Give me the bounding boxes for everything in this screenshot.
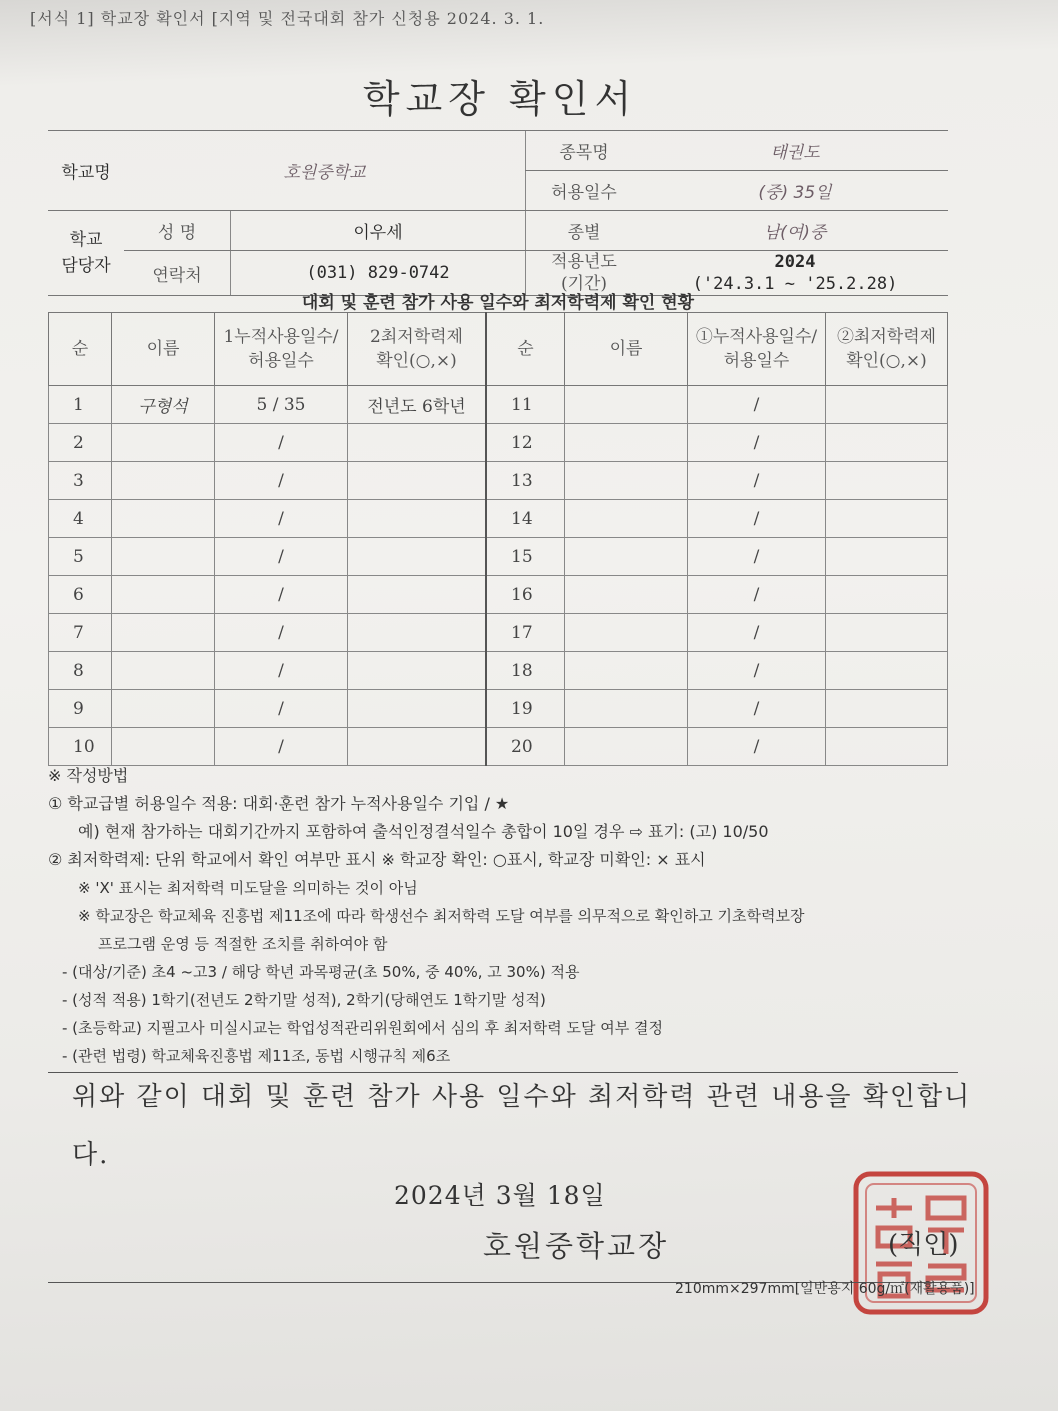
school-value: 호원중학교	[124, 131, 526, 211]
row-name	[112, 538, 215, 576]
table-row	[49, 576, 948, 614]
info-table	[48, 130, 948, 296]
row-name-2	[565, 386, 688, 424]
note-4: ※ 학교장은 학교체육 진흥법 제11조에 따라 학생선수 최저학력 도달 여부를 의무적으로 확인하고 기초학력보장	[78, 907, 805, 925]
row-grade-2	[826, 462, 948, 500]
row-days: /	[215, 614, 348, 652]
name-value: 이우세	[231, 211, 526, 251]
row-grade-2	[826, 652, 948, 690]
note-4-cont: 프로그램 운영 등 적절한 조치를 취하여야 함	[98, 935, 388, 953]
row-days: 5 / 35	[215, 386, 348, 424]
year-label: 적용년도	[551, 252, 617, 272]
issue-date: 2024년 3월 18일	[394, 1181, 606, 1210]
header-days-2: ①누적사용일수/ 허용일수	[688, 313, 826, 386]
row-grade-2	[826, 538, 948, 576]
manager-label: 학교 담당자	[48, 211, 124, 296]
row-name	[112, 652, 215, 690]
row-number-2: 14	[486, 500, 565, 538]
row-grade-2	[826, 386, 948, 424]
row-number-2: 15	[486, 538, 565, 576]
period-value: ('24.3.1 ~ '25.2.28)	[692, 274, 898, 294]
note-2: ② 최저학력제: 단위 학교에서 확인 여부만 표시 ※ 학교장 확인: ○표시, 학교장 미확인: × 표시	[48, 850, 706, 869]
header-grade: 2최저학력제 확인(○,×)	[348, 313, 487, 386]
row-grade	[348, 728, 487, 766]
row-days-2: /	[688, 690, 826, 728]
row-number-2: 18	[486, 652, 565, 690]
row-name-2	[565, 652, 688, 690]
row-days-2: /	[688, 728, 826, 766]
category-value: 남(여)중	[642, 211, 948, 251]
row-grade	[348, 500, 487, 538]
table-subtitle: 대회 및 훈련 참가 사용 일수와 최저학력제 확인 현황	[301, 293, 695, 313]
contact-value: (031) 829-0742	[231, 251, 526, 296]
row-name-2	[565, 462, 688, 500]
header-order: 순	[49, 313, 112, 386]
note-3: ※ 'X' 표시는 최저학력 미도달을 의미하는 것이 아님	[78, 879, 418, 897]
detail-4: - (관련 법령) 학교체육진흥법 제11조, 동법 시행규칙 제6조	[62, 1047, 451, 1065]
instructions	[48, 762, 998, 1070]
row-name	[112, 728, 215, 766]
row-days: /	[215, 728, 348, 766]
row-name-2	[565, 728, 688, 766]
row-grade-2	[826, 614, 948, 652]
row-grade-2	[826, 576, 948, 614]
row-name: 구형석	[112, 386, 215, 424]
row-name	[112, 690, 215, 728]
row-number: 1	[49, 386, 112, 424]
row-number-2: 12	[486, 424, 565, 462]
row-grade	[348, 652, 487, 690]
row-days-2: /	[688, 386, 826, 424]
instructions-heading: ※ 작성방법	[48, 766, 129, 785]
row-grade	[348, 538, 487, 576]
table-row	[49, 728, 948, 766]
row-grade-2	[826, 500, 948, 538]
note-1-example: 예) 현재 참가하는 대회기간까지 포함하여 출석인정결석일수 총합이 10일 경우 ⇨ 표기: (고) 10/50	[78, 822, 769, 841]
row-number: 7	[49, 614, 112, 652]
row-grade	[348, 614, 487, 652]
table-row	[49, 538, 948, 576]
period-label: (기간)	[560, 274, 608, 294]
row-number-2: 19	[486, 690, 565, 728]
table-row	[49, 652, 948, 690]
days-value: (중) 35일	[642, 171, 948, 211]
principal-name: 호원중학교장	[483, 1229, 670, 1263]
row-days: /	[215, 652, 348, 690]
usage-table	[48, 312, 948, 766]
table-row	[49, 614, 948, 652]
row-name	[112, 462, 215, 500]
year-value: 2024	[774, 252, 816, 272]
row-grade-2	[826, 424, 948, 462]
row-grade	[348, 424, 487, 462]
table-row	[49, 690, 948, 728]
row-grade-2	[826, 690, 948, 728]
row-number-2: 13	[486, 462, 565, 500]
row-number-2: 16	[486, 576, 565, 614]
row-number: 2	[49, 424, 112, 462]
row-days-2: /	[688, 614, 826, 652]
row-number: 10	[49, 728, 112, 766]
row-name-2	[565, 538, 688, 576]
row-number: 8	[49, 652, 112, 690]
usage-table-body	[49, 386, 948, 766]
row-number-2: 17	[486, 614, 565, 652]
row-number: 3	[49, 462, 112, 500]
row-days: /	[215, 424, 348, 462]
detail-3: - (초등학교) 지필고사 미실시교는 학업성적관리위원회에서 심의 후 최저학력 도달 여부 결정	[62, 1019, 663, 1037]
row-number: 4	[49, 500, 112, 538]
header-order-2: 순	[486, 313, 565, 386]
header-days: 1누적사용일수/ 허용일수	[215, 313, 348, 386]
row-number-2: 20	[486, 728, 565, 766]
row-grade-2	[826, 728, 948, 766]
form-number: [서식 1] 학교장 확인서 [지역 및 전국대회 참가 신청용 2024. 3. 1.	[30, 9, 545, 28]
row-days-2: /	[688, 576, 826, 614]
row-name-2	[565, 500, 688, 538]
sport-label: 종목명	[526, 131, 643, 171]
row-name-2	[565, 576, 688, 614]
sport-value: 태권도	[642, 131, 948, 171]
row-name	[112, 614, 215, 652]
document-title: 학교장 확인서	[362, 77, 638, 121]
row-name-2	[565, 690, 688, 728]
row-days-2: /	[688, 424, 826, 462]
row-name-2	[565, 424, 688, 462]
category-label: 종별	[526, 211, 643, 251]
table-row	[49, 386, 948, 424]
row-days-2: /	[688, 500, 826, 538]
row-days: /	[215, 500, 348, 538]
row-grade	[348, 576, 487, 614]
note-1: ① 학교급별 허용일수 적용: 대회·훈련 참가 누적사용일수 기입 / ★	[48, 794, 510, 813]
row-number: 5	[49, 538, 112, 576]
row-days-2: /	[688, 538, 826, 576]
row-days: /	[215, 576, 348, 614]
row-number: 6	[49, 576, 112, 614]
row-number: 9	[49, 690, 112, 728]
detail-2: - (성적 적용) 1학기(전년도 2학기말 성적), 2학기(당해연도 1학기말 성적)	[62, 991, 546, 1009]
confirmation-text: 위와 같이 대회 및 훈련 참가 사용 일수와 최저학력 관련 내용을 확인합니다.	[72, 1082, 972, 1170]
header-grade-2: ②최저학력제 확인(○,×)	[826, 313, 948, 386]
row-name	[112, 500, 215, 538]
seal-label: (직인)	[888, 1230, 959, 1260]
table-row	[49, 462, 948, 500]
row-grade	[348, 690, 487, 728]
row-days-2: /	[688, 462, 826, 500]
row-days: /	[215, 462, 348, 500]
paper-size-note: 210mm×297mm[일반용지 60g/㎡(재활용품)]	[675, 1281, 975, 1297]
contact-label: 연락처	[124, 251, 231, 296]
header-name-2: 이름	[565, 313, 688, 386]
row-days: /	[215, 690, 348, 728]
row-grade	[348, 462, 487, 500]
row-days-2: /	[688, 652, 826, 690]
row-name	[112, 424, 215, 462]
name-label: 성 명	[124, 211, 231, 251]
header-name: 이름	[112, 313, 215, 386]
row-name	[112, 576, 215, 614]
days-label: 허용일수	[526, 171, 643, 211]
table-row	[49, 500, 948, 538]
detail-1: - (대상/기준) 초4 ~고3 / 해당 학년 과목평균(초 50%, 중 40%, 고 30%) 적용	[62, 963, 580, 981]
row-name-2	[565, 614, 688, 652]
row-grade: 전년도 6학년	[348, 386, 487, 424]
table-row	[49, 424, 948, 462]
row-days: /	[215, 538, 348, 576]
school-label: 학교명	[48, 131, 124, 211]
row-number-2: 11	[486, 386, 565, 424]
